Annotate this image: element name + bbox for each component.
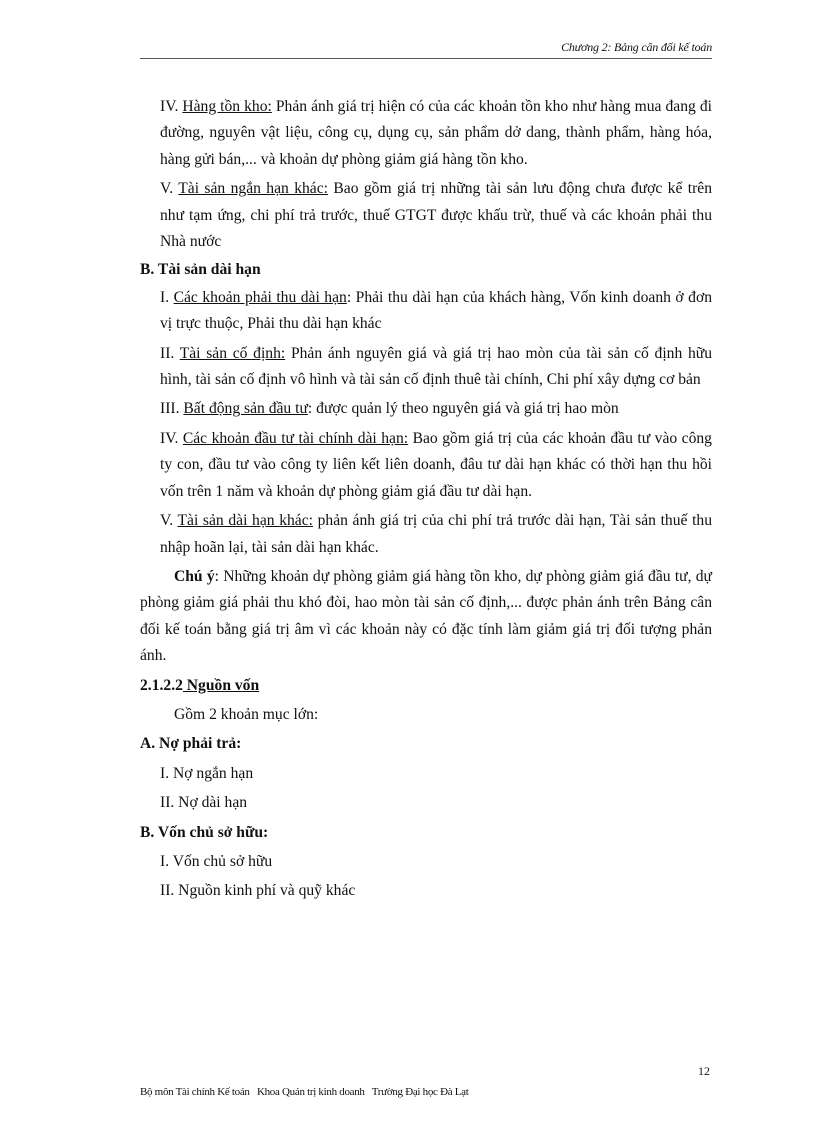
note-paragraph bbox=[140, 564, 712, 670]
section-heading-capital-sources bbox=[140, 673, 712, 699]
item-title: Tài sản ngắn hạn khác: bbox=[178, 180, 328, 198]
item-title: Tài sản cố định: bbox=[179, 344, 286, 362]
running-header: Chương 2: Bảng cân đối kế toán bbox=[561, 40, 712, 54]
item-prefix: IV. bbox=[160, 98, 183, 115]
item-inventory bbox=[140, 94, 712, 173]
section-title: Nguồn vốn bbox=[182, 676, 260, 694]
item-text: Bao gồm giá trị của các khoản đầu tư vào công ty con, đầu tư vào công ty liên kết liên doanh, đâu tư dài hạn khác có thời hạn thu hồi vốn trên 1 năm và khoản dự phòng giảm giá đầu tư dài hạn. bbox=[160, 429, 712, 500]
heading-liabilities: A. Nợ phải trả: bbox=[140, 735, 242, 753]
item-title: Các khoản phải thu dài hạn bbox=[173, 288, 347, 306]
item-text: Bao gồm giá trị những tài sản lưu động chưa được kể trên như tạm ứng, chi phí trả trước, thuế GTGT được khấu trừ, thuế và các khoản phải thu Nhà nước bbox=[160, 180, 713, 251]
heading-owners-equity: B. Vốn chủ sở hữu: bbox=[140, 823, 269, 841]
item-prefix: IV. bbox=[160, 429, 183, 447]
item-text: Phản ánh nguyên giá và giá trị hao mòn của tài sản cố định hữu hình, tài sản cố định vô hình và tài sản cố định thuê tài chính, Chi phí xây dựng cơ bản bbox=[160, 344, 713, 389]
header-rule bbox=[140, 58, 712, 59]
item-prefix: V. bbox=[160, 512, 178, 530]
item-text: : Phải thu dài hạn của khách hàng, Vốn kinh doanh ở đơn vị trực thuộc, Phải thu dài hạn khác bbox=[160, 288, 713, 333]
item-other-short-term-assets bbox=[140, 176, 712, 255]
item-investment-property bbox=[140, 396, 712, 422]
item-prefix: I. bbox=[160, 288, 174, 306]
item-title: Tài sản dài hạn khác: bbox=[177, 512, 313, 530]
list-item: I. Nợ ngắn hạn bbox=[160, 764, 254, 782]
item-title: Bất động sản đầu tư bbox=[183, 400, 308, 418]
list-item: I. Vốn chủ sở hữu bbox=[160, 852, 273, 870]
page-body bbox=[140, 94, 712, 906]
heading-long-term-assets: B. Tài sản dài hạn bbox=[140, 261, 261, 279]
note-label: Chú ý bbox=[174, 567, 215, 585]
list-item: II. Nguồn kinh phí và quỹ khác bbox=[160, 882, 356, 900]
item-prefix: V. bbox=[160, 180, 179, 198]
item-fixed-assets bbox=[140, 341, 712, 394]
item-text: : được quản lý theo nguyên giá và giá trị hao mòn bbox=[307, 400, 619, 418]
list-item: II. Nợ dài hạn bbox=[160, 794, 248, 812]
item-title: Hàng tồn kho: bbox=[182, 98, 272, 115]
section-number: 2.1.2.2 bbox=[140, 676, 183, 694]
item-long-term-receivables bbox=[140, 285, 712, 338]
page-number: 12 bbox=[698, 1064, 710, 1078]
item-text: phản ánh giá trị của chi phí trả trước dài hạn, Tài sản thuế thu nhập hoãn lại, tài sản dài hạn khác. bbox=[160, 512, 712, 556]
page-footer: Bộ môn Tài chính Kế toán Khoa Quản trị kinh doanh Trường Đại học Đà Lạt bbox=[140, 1086, 469, 1098]
capital-sources-intro: Gồm 2 khoản mục lớn: bbox=[174, 705, 319, 723]
item-other-long-term-assets bbox=[140, 508, 712, 561]
item-prefix: II. bbox=[160, 344, 180, 362]
item-title: Các khoản đầu tư tài chính dài hạn: bbox=[182, 429, 409, 447]
note-text: : Những khoản dự phòng giảm giá hàng tồn kho, dự phòng giảm giá đầu tư, dự phòng giảm giá phải thu khó đòi, hao mòn tài sản cố định,... được phản ánh trên Bảng cân đối kế toán bằng giá trị âm vì các khoản này có đặc tính làm giảm giá trị đối tượng phản ánh. bbox=[140, 567, 712, 665]
item-text: Phản ánh giá trị hiện có của các khoản tồn kho như hàng mua đang đi đường, nguyên vật liệu, công cụ, dụng cụ, sản phẩm dở dang, thành phẩm, hàng hóa, hàng gửi bán,... và khoản dự phòng giảm giá hàng tồn kho. bbox=[160, 98, 712, 168]
item-long-term-financial-investments bbox=[140, 426, 712, 505]
item-prefix: III. bbox=[160, 400, 184, 418]
